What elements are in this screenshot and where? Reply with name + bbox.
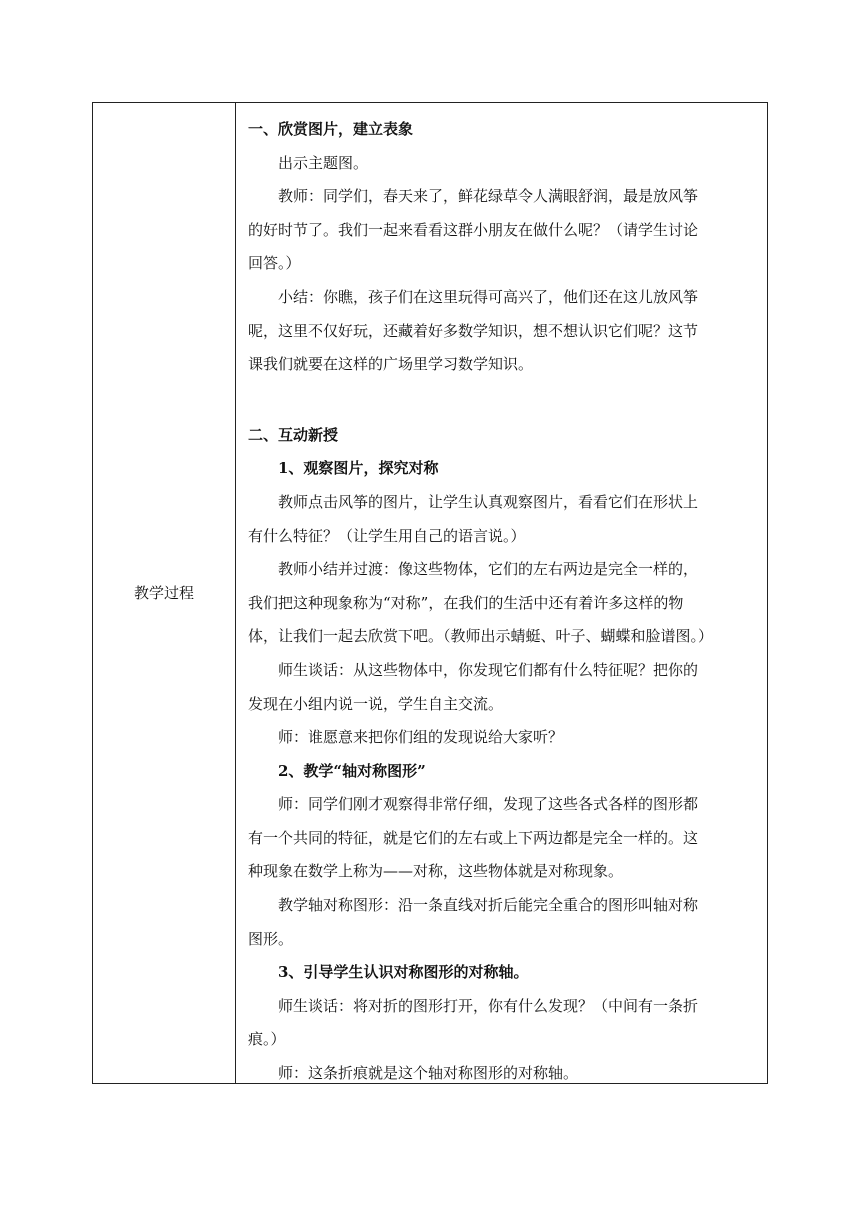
text-line: 教学轴对称图形：沿一条直线对折后能完全重合的图形叫轴对称: [278, 896, 699, 915]
text-line: 图形。: [248, 929, 294, 948]
section-heading: 一、欣赏图片，建立表象: [248, 120, 414, 138]
text-line: 我们把这种现象称为“对称”，在我们的生活中还有着许多这样的物: [248, 593, 684, 612]
text-line: 种现象在数学上称为——对称，这些物体就是对称现象。: [248, 862, 624, 881]
text-line: 发现在小组内说一说，学生自主交流。: [248, 694, 504, 713]
text-line: 出示主题图。: [278, 153, 369, 172]
section-label-cell: [93, 103, 236, 1083]
section-label: 教学过程: [133, 584, 194, 602]
text-line: 痕。）: [248, 1030, 286, 1049]
text-line: 课我们就要在这样的广场里学习数学知识。: [248, 355, 534, 374]
text-line: 教师点击风筝的图片，让学生认真观察图片，看看它们在形状上: [278, 492, 699, 511]
text-line: 呢，这里不仅好玩，还藏着好多数学知识，想不想认识它们呢？这节: [248, 321, 699, 340]
text-line: 教师小结并过渡：像这些物体，它们的左右两边是完全一样的，: [278, 560, 699, 579]
text-line: 体，让我们一起去欣赏下吧。（教师出示蜻蜓、叶子、蝴蝶和脸谱图。）: [248, 627, 714, 646]
lesson-table: [92, 102, 768, 1084]
lesson-content-cell: [236, 103, 769, 1083]
text-line: 师：同学们刚才观察得非常仔细，发现了这些各式各样的图形都: [278, 795, 699, 814]
section-heading: 3、引导学生认识对称图形的对称轴。: [278, 963, 529, 982]
text-line: 师生谈话：从这些物体中，你发现它们都有什么特征呢？把你的: [278, 660, 699, 679]
text-line: 有什么特征？（让学生用自己的语言说。）: [248, 526, 526, 545]
text-line: 有一个共同的特征，就是它们的左右或上下两边都是完全一样的。这: [248, 828, 699, 847]
text-line: 小结：你瞧，孩子们在这里玩得可高兴了，他们还在这儿放风筝: [278, 287, 699, 306]
section-heading: 1、观察图片，探究对称: [278, 459, 439, 478]
text-line: 师生谈话：将对折的图形打开，你有什么发现？（中间有一条折: [278, 996, 699, 1015]
section-heading: 二、互动新授: [248, 425, 339, 444]
text-line: 的好时节了。我们一起来看看这群小朋友在做什么呢？（请学生讨论: [248, 220, 699, 239]
section-heading: 2、教学“轴对称图形”: [278, 761, 426, 780]
text-line: 教师：同学们，春天来了，鲜花绿草令人满眼舒润，最是放风筝: [278, 187, 699, 206]
text-line: 师：谁愿意来把你们组的发现说给大家听？: [278, 728, 564, 747]
text-line: 回答。）: [248, 254, 301, 273]
blank-line: [248, 382, 761, 419]
text-line: 师：这条折痕就是这个轴对称图形的对称轴。: [278, 1064, 579, 1083]
